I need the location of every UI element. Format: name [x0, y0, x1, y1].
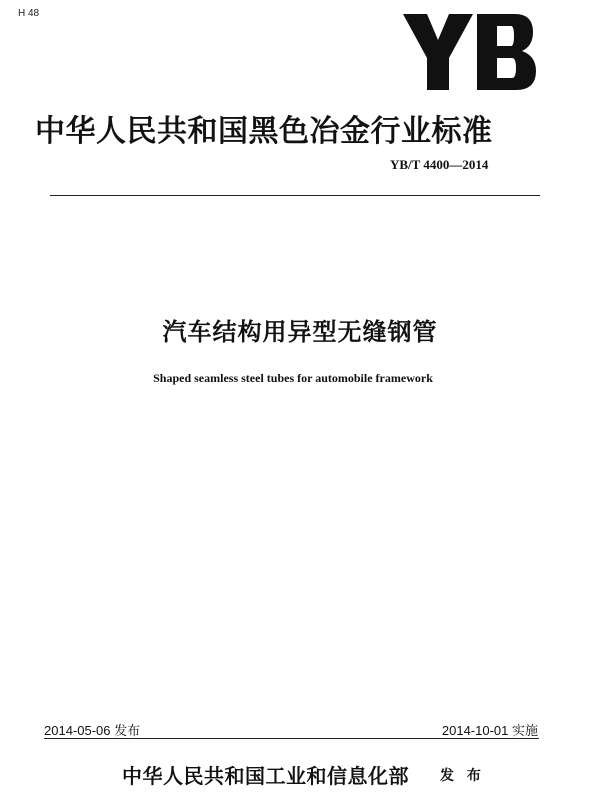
- issuing-authority: 中华人民共和国工业和信息化部: [122, 764, 409, 788]
- standard-number: YB/T 4400—2014: [390, 157, 489, 172]
- footer-divider: [44, 738, 539, 739]
- document-title-chinese: 汽车结构用异型无缝钢管: [162, 318, 438, 346]
- issue-date: 2014-05-06 发布: [44, 723, 141, 738]
- implementation-date: 2014-10-01 实施: [441, 723, 538, 738]
- logo-letter-b: [477, 14, 536, 90]
- yb-logo: [403, 14, 536, 90]
- publish-label: 发 布: [440, 768, 485, 784]
- header-divider: [50, 195, 540, 196]
- classification-code: H 48: [18, 8, 40, 19]
- standard-body-title: 中华人民共和国黑色冶金行业标准: [35, 114, 493, 149]
- document-title-english: Shaped seamless steel tubes for automobile framework: [153, 371, 433, 385]
- logo-letter-y: [403, 14, 473, 90]
